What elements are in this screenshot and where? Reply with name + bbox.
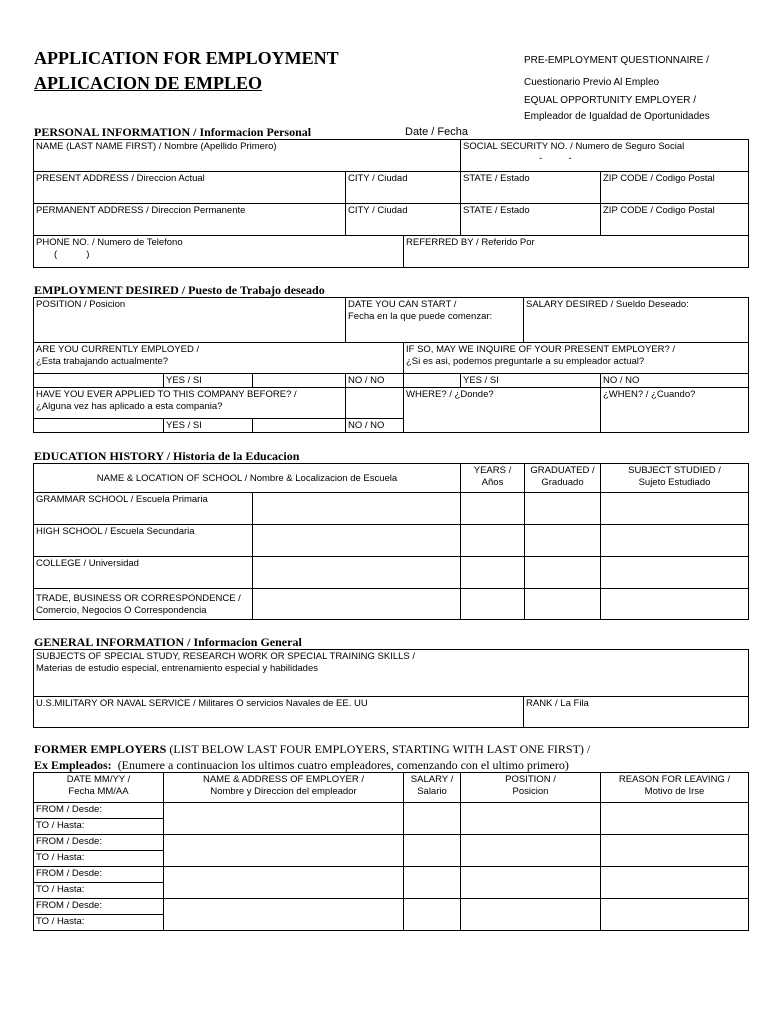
permanent-city-field[interactable] — [345, 203, 461, 236]
edu-trade-years[interactable] — [460, 588, 525, 620]
former-employers-heading-bold: FORMER EMPLOYERS — [34, 742, 167, 756]
edu-high-years[interactable] — [460, 524, 525, 557]
former-employers-heading — [34, 742, 590, 757]
col-reason — [600, 772, 749, 803]
col-graduated-en: GRADUATED / — [530, 465, 595, 476]
col-reason-en: REASON FOR LEAVING / — [618, 774, 731, 785]
edu-college-name[interactable] — [252, 556, 461, 589]
edu-high-name[interactable] — [252, 524, 461, 557]
employer-4-to[interactable]: TO / Hasta: — [33, 914, 164, 931]
edu-grammar-subject[interactable] — [600, 492, 749, 525]
employer-1-salary[interactable] — [403, 802, 461, 835]
edu-row-grammar — [33, 492, 253, 525]
col-school: NAME & LOCATION OF SCHOOL / Nombre & Localizacion de Escuela — [33, 463, 461, 493]
rank-field[interactable] — [523, 696, 749, 728]
present-city-field[interactable] — [345, 171, 461, 204]
employer-3-from[interactable]: FROM / Desde: — [33, 866, 164, 883]
edu-trade-subject[interactable] — [600, 588, 749, 620]
edu-grammar-graduated[interactable] — [524, 492, 601, 525]
position-field[interactable] — [33, 297, 346, 343]
present-state-label: STATE / Estado — [463, 173, 530, 184]
employer-1-name[interactable] — [163, 802, 404, 835]
edu-grammar-name[interactable] — [252, 492, 461, 525]
former-employers-heading-rest: (LIST BELOW LAST FOUR EMPLOYERS, STARTING WITH LAST ONE FIRST) / — [166, 742, 591, 756]
where-label: WHERE? / ¿Donde? — [406, 389, 494, 400]
form-title-spanish: APLICACION DE EMPLEO — [34, 73, 263, 93]
former-employers-sub-rest: (Enumere a continuacion los ultimos cuatro empleadores, comenzando con el ultimo primero) — [111, 758, 569, 772]
start-date-label-en: DATE YOU CAN START / — [348, 299, 457, 310]
col-subject-es: Sujeto Estudiado — [638, 477, 711, 488]
when-label: ¿WHEN? / ¿Cuando? — [603, 389, 696, 400]
edu-trade-label-es: Comercio, Negocios O Correspondencia — [36, 605, 207, 616]
edu-trade-graduated[interactable] — [524, 588, 601, 620]
general-info-heading: GENERAL INFORMATION / Informacion General — [34, 635, 302, 649]
employer-4-name[interactable] — [163, 898, 404, 931]
col-graduated-es: Graduado — [541, 477, 584, 488]
present-city-label: CITY / Ciudad — [348, 173, 408, 184]
employment-desired-heading: EMPLOYMENT DESIRED / Puesto de Trabajo deseado — [34, 283, 325, 297]
present-zip-label: ZIP CODE / Codigo Postal — [603, 173, 715, 184]
referred-by-field[interactable] — [403, 235, 749, 268]
applied-before-en: HAVE YOU EVER APPLIED TO THIS COMPANY BEFORE? / — [36, 389, 297, 400]
position-label: POSITION / Posicion — [36, 299, 126, 310]
permanent-zip-field[interactable] — [600, 203, 749, 236]
special-skills-field[interactable] — [33, 649, 749, 697]
special-skills-es: Materias de estudio especial, entrenamiento especial y habilidades — [36, 663, 319, 674]
header-line-1: PRE-EMPLOYMENT QUESTIONNAIRE / — [524, 55, 709, 66]
employer-4-from[interactable]: FROM / Desde: — [33, 898, 164, 915]
applied-before-question — [33, 387, 346, 418]
phone-label: PHONE NO. / Numero de Telefono — [36, 237, 183, 248]
col-position-en: POSITION / — [505, 774, 556, 785]
form-title-english: APPLICATION FOR EMPLOYMENT — [34, 48, 339, 68]
employer-3-position[interactable] — [460, 866, 601, 899]
former-employers-subheading — [34, 758, 569, 773]
employer-2-from[interactable]: FROM / Desde: — [33, 834, 164, 851]
applied-before-es: ¿Alguna vez has aplicado a esta compania? — [36, 401, 223, 412]
education-heading: EDUCATION HISTORY / Historia de la Educacion — [34, 449, 300, 463]
col-date-es: Fecha MM/AA — [68, 786, 129, 797]
col-position — [460, 772, 601, 803]
col-years-es: Años — [481, 477, 504, 488]
col-subject-en: SUBJECT STUDIED / — [628, 465, 721, 476]
col-employer — [163, 772, 404, 803]
special-skills-en: SUBJECTS OF SPECIAL STUDY, RESEARCH WORK OR SPECIAL TRAINING SKILLS / — [36, 651, 416, 662]
edu-high-graduated[interactable] — [524, 524, 601, 557]
permanent-city-label: CITY / Ciudad — [348, 205, 408, 216]
col-subject — [600, 463, 749, 493]
applied-yes-box[interactable] — [252, 418, 346, 433]
employed-yes-label: YES / SI — [163, 373, 253, 388]
currently-employed-en: ARE YOU CURRENTLY EMPLOYED / — [36, 344, 200, 355]
inquire-no-spacer[interactable] — [403, 373, 461, 388]
employer-3-reason[interactable] — [600, 866, 749, 899]
salary-desired-field[interactable] — [523, 297, 749, 343]
edu-high-subject[interactable] — [600, 524, 749, 557]
col-salary — [403, 772, 461, 803]
employed-no-label: NO / NO — [345, 373, 404, 388]
employer-2-to[interactable]: TO / Hasta: — [33, 850, 164, 867]
permanent-address-field[interactable] — [33, 203, 346, 236]
employer-4-reason[interactable] — [600, 898, 749, 931]
rank-label: RANK / La Fila — [526, 698, 589, 709]
where-field[interactable] — [403, 387, 601, 433]
col-date — [33, 772, 164, 803]
edu-grammar-label: GRAMMAR SCHOOL / Escuela Primaria — [36, 494, 208, 505]
military-service-field[interactable] — [33, 696, 524, 728]
employer-3-name[interactable] — [163, 866, 404, 899]
edu-college-years[interactable] — [460, 556, 525, 589]
currently-employed-question — [33, 342, 404, 373]
col-position-es: Posicion — [512, 786, 549, 797]
inquire-employer-question — [403, 342, 749, 373]
employer-2-reason[interactable] — [600, 834, 749, 867]
employer-2-position[interactable] — [460, 834, 601, 867]
personal-info-heading: PERSONAL INFORMATION / Informacion Personal — [34, 125, 312, 139]
present-state-field[interactable] — [460, 171, 601, 204]
permanent-state-label: STATE / Estado — [463, 205, 530, 216]
employer-1-reason[interactable] — [600, 802, 749, 835]
present-address-label: PRESENT ADDRESS / Direccion Actual — [36, 173, 205, 184]
edu-trade-name[interactable] — [252, 588, 461, 620]
col-salary-es: Salario — [417, 786, 447, 797]
col-graduated — [524, 463, 601, 493]
employed-yes-box[interactable] — [252, 373, 346, 388]
edu-row-trade — [33, 588, 253, 620]
ssn-field[interactable] — [460, 139, 749, 172]
present-zip-field[interactable] — [600, 171, 749, 204]
military-service-label: U.S.MILITARY OR NAVAL SERVICE / Militares O servicios Navales de EE. UU — [36, 698, 368, 709]
header-line-3: EQUAL OPPORTUNITY EMPLOYER / — [524, 95, 697, 106]
applied-yes-label: YES / SI — [163, 418, 253, 433]
employer-2-salary[interactable] — [403, 834, 461, 867]
edu-college-graduated[interactable] — [524, 556, 601, 589]
employed-spacer — [33, 373, 164, 388]
col-date-en: DATE MM/YY / — [66, 774, 131, 785]
col-years-en: YEARS / — [473, 465, 512, 476]
employer-3-salary[interactable] — [403, 866, 461, 899]
referred-by-label: REFERRED BY / Referido Por — [406, 237, 535, 248]
employer-4-position[interactable] — [460, 898, 601, 931]
ssn-dashes: - - — [539, 153, 572, 164]
applied-spacer — [345, 387, 404, 418]
employer-1-position[interactable] — [460, 802, 601, 835]
inquire-yes-label: YES / SI — [460, 373, 601, 388]
name-field[interactable] — [33, 139, 461, 172]
employer-1-from[interactable]: FROM / Desde: — [33, 802, 164, 819]
employer-1-to[interactable]: TO / Hasta: — [33, 818, 164, 835]
col-employer-es: Nombre y Direccion del empleador — [210, 786, 357, 797]
edu-high-label: HIGH SCHOOL / Escuela Secundaria — [36, 526, 195, 537]
start-date-field[interactable] — [345, 297, 524, 343]
edu-grammar-years[interactable] — [460, 492, 525, 525]
date-label: Date / Fecha — [405, 126, 468, 138]
start-date-label-es: Fecha en la que puede comenzar: — [348, 311, 493, 322]
edu-college-label: COLLEGE / Universidad — [36, 558, 139, 569]
permanent-state-field[interactable] — [460, 203, 601, 236]
employer-3-to[interactable]: TO / Hasta: — [33, 882, 164, 899]
edu-row-high — [33, 524, 253, 557]
present-address-field[interactable] — [33, 171, 346, 204]
phone-field[interactable] — [33, 235, 404, 268]
col-employer-en: NAME & ADDRESS OF EMPLOYER / — [202, 774, 364, 785]
salary-desired-label: SALARY DESIRED / Sueldo Deseado: — [526, 299, 689, 310]
employer-2-name[interactable] — [163, 834, 404, 867]
permanent-zip-label: ZIP CODE / Codigo Postal — [603, 205, 715, 216]
inquire-no-label: NO / NO — [600, 373, 749, 388]
header-line-4: Empleador de Igualdad de Oportunidades — [524, 111, 710, 122]
name-label: NAME (LAST NAME FIRST) / Nombre (Apellido Primero) — [36, 141, 277, 152]
applied-spacer-2 — [33, 418, 164, 433]
employer-4-salary[interactable] — [403, 898, 461, 931]
edu-trade-label-en: TRADE, BUSINESS OR CORRESPONDENCE / — [36, 593, 241, 604]
edu-row-college — [33, 556, 253, 589]
inquire-employer-es: ¿Si es asi, podemos preguntarle a su empleador actual? — [406, 356, 645, 367]
header-line-2: Cuestionario Previo Al Empleo — [524, 77, 660, 88]
currently-employed-es: ¿Esta trabajando actualmente? — [36, 356, 169, 367]
applied-no-label: NO / NO — [345, 418, 404, 433]
edu-college-subject[interactable] — [600, 556, 749, 589]
inquire-employer-en: IF SO, MAY WE INQUIRE OF YOUR PRESENT EMPLOYER? / — [406, 344, 676, 355]
phone-parens: ( ) — [54, 249, 90, 260]
former-employers-sub-bold: Ex Empleados: — [34, 758, 112, 772]
when-field[interactable] — [600, 387, 749, 433]
col-salary-en: SALARY / — [410, 774, 454, 785]
permanent-address-label: PERMANENT ADDRESS / Direccion Permanente — [36, 205, 246, 216]
col-reason-es: Motivo de Irse — [644, 786, 705, 797]
col-years — [460, 463, 525, 493]
ssn-label: SOCIAL SECURITY NO. / Numero de Seguro Social — [463, 141, 685, 152]
